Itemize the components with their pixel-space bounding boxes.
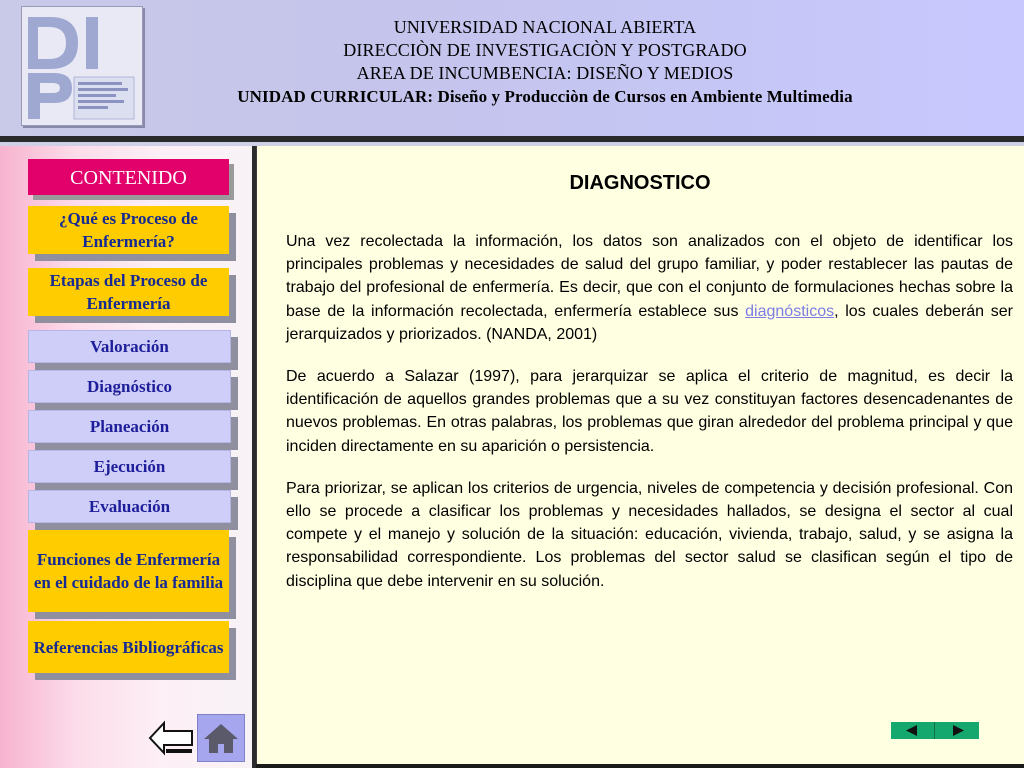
triangle-right-icon[interactable]: [935, 722, 979, 739]
paragraph-1-text-end: , los cuales deberán ser jerarquizados y priorizados. (NANDA, 2001): [286, 302, 1013, 343]
header-banner: [0, 0, 1024, 136]
menu-item-what-is-process[interactable]: ¿Qué es Proceso de Enfermería?: [28, 206, 229, 254]
menu-item-references[interactable]: Referencias Bibliográficas: [28, 621, 229, 673]
back-arrow-icon[interactable]: [148, 719, 194, 757]
header-line-direction: DIRECCIÒN DE INVESTIGACIÒN Y POSTGRADO: [343, 40, 747, 60]
content-body: [286, 230, 1013, 612]
menu-item-diagnostico[interactable]: Diagnóstico: [28, 370, 231, 403]
menu-item-evaluacion[interactable]: Evaluación: [28, 490, 231, 523]
dip-logo: [21, 6, 143, 126]
diagnosticos-link[interactable]: diagnósticos: [745, 302, 835, 320]
triangle-left-icon[interactable]: [891, 722, 935, 739]
page-title: DIAGNOSTICO: [569, 172, 711, 194]
home-icon[interactable]: [197, 714, 245, 762]
menu-item-ejecucion[interactable]: Ejecución: [28, 450, 231, 483]
header-line-university: UNIVERSIDAD NACIONAL ABIERTA: [393, 17, 697, 37]
page-navigation: [891, 722, 979, 739]
contents-heading: CONTENIDO: [28, 159, 229, 195]
paragraph-3: Para priorizar, se aplican los criterios de urgencia, niveles de competencia y decisión profesional. Con ello se procede a clasificar los problemas y necesidades hallados, se designa el sector al cual compete y el manejo y solución de la situación: educación, vivienda, trabajo, salud, y se asigna la responsabilidad correspondiente. Los problemas del sector salud se clasifican según el tipo de disciplina que debe intervenir en su solución.: [286, 479, 1013, 590]
menu-item-nursing-functions[interactable]: Funciones de Enfermería en el cuidado de la familia: [28, 530, 229, 612]
header-line-area: AREA DE INCUMBENCIA: DISEÑO Y MEDIOS: [356, 63, 734, 83]
paragraph-2: De acuerdo a Salazar (1997), para jerarquizar se aplica el criterio de magnitud, es decir la identificación de aquellos grandes problemas que a su vez constituyan factores desencadenantes de nuevos problemas. En otras palabras, los problemas que giran alrededor del problema principal y que inciden directamente en su aparición o persistencia.: [286, 368, 1013, 455]
paragraph-1: [286, 230, 1013, 346]
menu-item-process-stages[interactable]: Etapas del Proceso de Enfermería: [28, 268, 229, 316]
content-bottom-border: [256, 764, 1024, 768]
menu-item-planeacion[interactable]: Planeación: [28, 410, 231, 443]
menu-item-valoracion[interactable]: Valoración: [28, 330, 231, 363]
header-line-unit: UNIDAD CURRICULAR: Diseño y Producciòn de Cursos en Ambiente Multimedia: [237, 87, 853, 106]
paragraph-1-text: Una vez recolectada la información, los datos son analizados con el objeto de identificar los principales problemas y necesidades de salud del grupo familiar, y poder restablecer las pautas de trabajo del profesional de enfermería. Es decir, que con el conjunto de formulaciones hechas sobre la base de la información recolectada, enfermería establece sus: [286, 233, 1013, 320]
